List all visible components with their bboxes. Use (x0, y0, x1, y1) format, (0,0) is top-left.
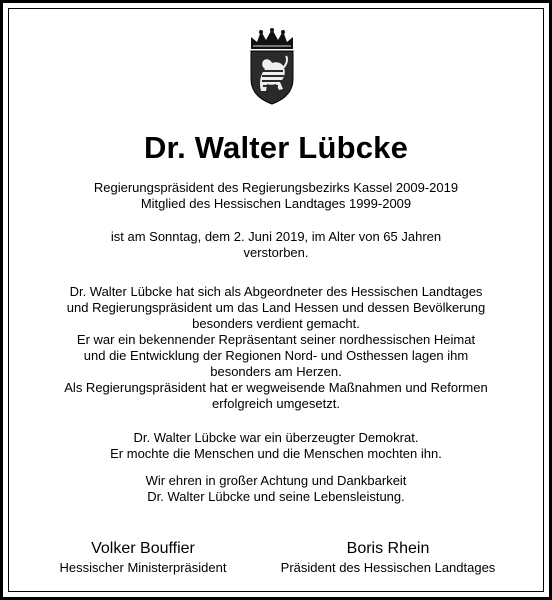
tribute-line: Dr. Walter Lübcke hat sich als Abgeordneter des Hessischen Landtages (69, 284, 483, 299)
signatory-title: Hessischer Ministerpräsident (59, 560, 227, 575)
tribute-line: Er war ein bekennender Repräsentant seiner nordhessischen Heimat (76, 332, 476, 347)
tribute-line: Als Regierungspräsident hat er wegweisende Maßnahmen und Reformen (64, 380, 488, 395)
deceased-name: Dr. Walter Lübcke (143, 130, 409, 165)
office-line: Regierungspräsident des Regierungsbezirks Kassel 2009-2019 (93, 180, 459, 195)
hessen-coat-of-arms-icon (247, 27, 297, 105)
tribute-line: und Regierungspräsident um das Land Hessen und dessen Bevölkerung (66, 300, 486, 315)
democrat-line: Er mochte die Menschen und die Menschen mochten ihn. (110, 446, 442, 461)
democrat-line: Dr. Walter Lübcke war ein überzeugter Demokrat. (133, 430, 419, 445)
tribute-line: und die Entwicklung der Regionen Nord- und Osthessen lagen ihm (83, 348, 469, 363)
tribute-line: erfolgreich umgesetzt. (212, 396, 340, 411)
office-line: Mitglied des Hessischen Landtages 1999-2009 (140, 196, 412, 211)
honor-line: Wir ehren in großer Achtung und Dankbarkeit (145, 473, 407, 488)
signatory-name: Volker Bouffier (91, 540, 195, 557)
tribute-line: besonders am Herzen. (210, 364, 342, 379)
death-statement-line: ist am Sonntag, dem 2. Juni 2019, im Alter von 65 Jahren (110, 229, 442, 244)
tribute-line: besonders verdient gemacht. (192, 316, 360, 331)
death-statement-line: verstorben. (243, 245, 309, 260)
signatory-title: Präsident des Hessischen Landtages (280, 560, 496, 575)
honor-line: Dr. Walter Lübcke und seine Lebensleistung. (147, 489, 405, 504)
signatory-name: Boris Rhein (346, 540, 430, 557)
